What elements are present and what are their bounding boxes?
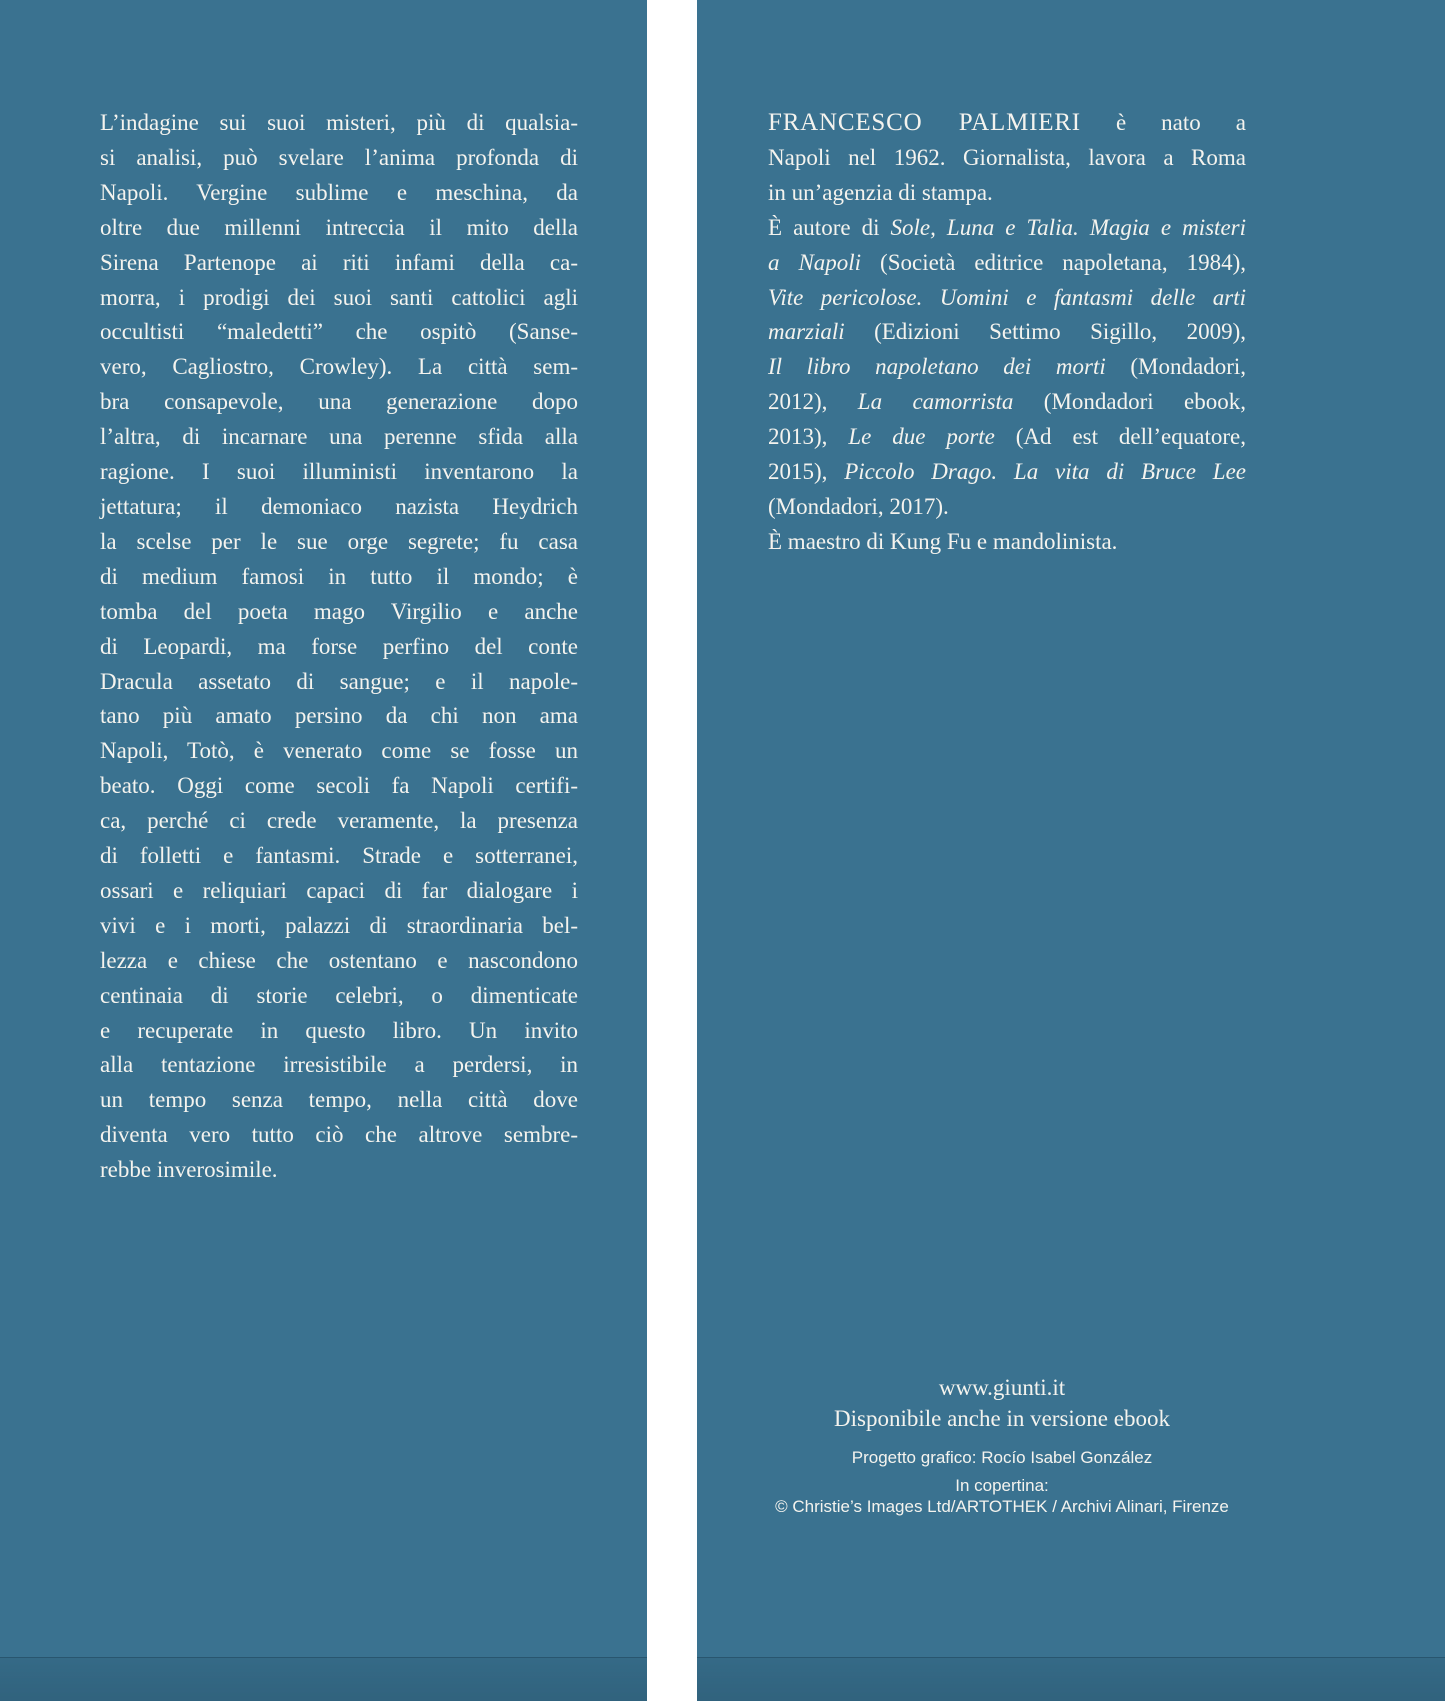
right-fold-shadow — [697, 1657, 1445, 1701]
text-segment: lezza e chiese che ostentano e nascondono — [100, 947, 578, 973]
text-segment: Napoli. Vergine sublime e meschina, da — [100, 179, 578, 205]
bio-line — [768, 525, 1246, 560]
synopsis-line — [100, 1153, 578, 1188]
text-segment: in un’agenzia di stampa. — [768, 179, 993, 205]
text-segment: 2013), — [768, 424, 849, 450]
text-segment: Napoli nel 1962. Giornalista, lavora a Roma — [768, 144, 1246, 170]
synopsis-line — [100, 1048, 578, 1083]
text-segment: (Mondadori, — [1105, 354, 1247, 380]
synopsis-line — [100, 525, 578, 560]
book-title: La camorrista — [857, 389, 1014, 415]
bio-line — [768, 211, 1246, 246]
bio-line — [768, 176, 1246, 211]
text-segment: (Società editrice napoletana, 1984), — [861, 249, 1246, 275]
book-title: Sole, Luna e Talia. Magia e misteri — [890, 214, 1246, 240]
text-segment: occultisti “maledetti” che ospitò (Sanse- — [100, 319, 578, 345]
text-segment: Dracula assetato di sangue; e il napole- — [100, 668, 578, 694]
text-segment: è nato a — [1080, 110, 1246, 135]
text-segment: beato. Oggi come secoli fa Napoli certifi- — [100, 773, 578, 799]
synopsis-line — [100, 979, 578, 1014]
text-segment: È maestro di Kung Fu e mandolinista. — [768, 528, 1118, 554]
book-title: Vite pericolose. Uomini e fantasmi delle arti — [768, 284, 1246, 310]
synopsis-line — [100, 560, 578, 595]
synopsis-line — [100, 1083, 578, 1118]
text-segment: alla tentazione irresistibile a perdersi, in — [100, 1052, 578, 1078]
text-segment: si analisi, può svelare l’anima profonda di — [100, 144, 578, 170]
design-credit: Progetto grafico: Rocío Isabel González — [851, 1448, 1153, 1467]
right-flap — [697, 0, 1445, 1701]
text-segment: vero, Cagliostro, Crowley). La città sem- — [100, 354, 578, 380]
bio-line — [768, 350, 1246, 385]
synopsis-line — [100, 106, 578, 141]
book-title: a Napoli — [768, 249, 862, 275]
text-segment: morra, i prodigi dei suoi santi cattolici agli — [100, 284, 578, 310]
text-segment: (Mondadori ebook, — [1013, 389, 1246, 415]
bio-line — [768, 141, 1246, 176]
left-flap-synopsis — [100, 106, 578, 1188]
text-segment: la scelse per le sue orge segrete; fu casa — [100, 528, 578, 554]
synopsis-line — [100, 839, 578, 874]
bio-line — [768, 455, 1246, 490]
synopsis-line — [100, 699, 578, 734]
text-segment: Napoli, Totò, è venerato come se fosse un — [100, 738, 578, 764]
text-segment: tomba del poeta mago Virgilio e anche — [100, 598, 578, 624]
synopsis-line — [100, 769, 578, 804]
synopsis-line — [100, 315, 578, 350]
synopsis-line — [100, 141, 578, 176]
book-title: Le due porte — [848, 424, 995, 450]
text-segment: (Mondadori, 2017). — [768, 493, 949, 519]
text-segment: un tempo senza tempo, nella città dove — [100, 1087, 578, 1113]
author-bio — [768, 106, 1246, 560]
text-segment: 2015), — [768, 459, 845, 485]
text-segment: vivi e i morti, palazzi di straordinaria bel- — [100, 912, 578, 938]
text-segment: di folletti e fantasmi. Strade e sotterranei, — [100, 843, 578, 869]
ebook-availability-note: Disponibile anche in versione ebook — [834, 1406, 1170, 1431]
text-segment: Sirena Partenope ai riti infami della ca- — [100, 249, 578, 275]
synopsis-line — [100, 944, 578, 979]
text-segment: di medium famosi in tutto il mondo; è — [100, 563, 578, 589]
book-title: Il libro napoletano dei morti — [768, 354, 1106, 380]
text-segment: tano più amato persino da chi non ama — [100, 703, 578, 729]
book-title: marziali — [768, 319, 845, 345]
text-segment: È autore di — [768, 214, 891, 240]
synopsis-line — [100, 420, 578, 455]
synopsis-line — [100, 734, 578, 769]
text-segment: 2012), — [768, 389, 858, 415]
synopsis-line — [100, 909, 578, 944]
cover-credit-label: In copertina: — [955, 1476, 1049, 1495]
bio-line — [768, 281, 1246, 316]
left-flap — [0, 0, 647, 1701]
cover-credit: © Christie’s Images Ltd/ARTOTHEK / Archivi Alinari, Firenze — [775, 1497, 1229, 1516]
synopsis-line — [100, 246, 578, 281]
bio-line — [768, 490, 1246, 525]
bio-line — [768, 420, 1246, 455]
synopsis-line — [100, 595, 578, 630]
synopsis-line — [100, 874, 578, 909]
text-segment: jettatura; il demoniaco nazista Heydrich — [100, 493, 578, 519]
synopsis-line — [100, 211, 578, 246]
book-title: Piccolo Drago. La vita di Bruce Lee — [844, 459, 1246, 485]
bio-line — [768, 106, 1246, 141]
text-segment: di Leopardi, ma forse perfino del conte — [100, 633, 578, 659]
text-segment: e recuperate in questo libro. Un invito — [100, 1017, 578, 1043]
synopsis-line — [100, 630, 578, 665]
synopsis-line — [100, 1118, 578, 1153]
text-segment: rebbe inverosimile. — [100, 1157, 278, 1183]
synopsis-line — [100, 665, 578, 700]
text-segment: (Ad est dell’equatore, — [994, 424, 1246, 450]
author-name: FRANCESCO PALMIERI — [768, 109, 1081, 136]
text-segment: ragione. I suoi illuministi inventarono la — [100, 459, 578, 485]
synopsis-line — [100, 490, 578, 525]
synopsis-line — [100, 1014, 578, 1049]
bio-line — [768, 385, 1246, 420]
text-segment: L’indagine sui suoi misteri, più di qualsia- — [100, 110, 578, 135]
synopsis-line — [100, 455, 578, 490]
synopsis-line — [100, 350, 578, 385]
right-flap-footer — [697, 1372, 1307, 1517]
text-segment: centinaia di storie celebri, o dimenticate — [100, 982, 578, 1008]
left-fold-shadow — [0, 1657, 647, 1701]
text-segment: l’altra, di incarnare una perenne sfida alla — [100, 424, 578, 450]
text-segment: bra consapevole, una generazione dopo — [100, 389, 578, 415]
text-segment: ca, perché ci crede veramente, la presenza — [100, 808, 578, 834]
synopsis-line — [100, 281, 578, 316]
publisher-website: www.giunti.it — [938, 1375, 1066, 1400]
text-segment: ossari e reliquiari capaci di far dialogare i — [100, 877, 578, 903]
synopsis-line — [100, 804, 578, 839]
text-segment: (Edizioni Settimo Sigillo, 2009), — [844, 319, 1246, 345]
bio-line — [768, 246, 1246, 281]
synopsis-line — [100, 385, 578, 420]
bio-line — [768, 315, 1246, 350]
synopsis-line — [100, 176, 578, 211]
text-segment: oltre due millenni intreccia il mito della — [100, 214, 578, 240]
text-segment: diventa vero tutto ciò che altrove sembre- — [100, 1122, 578, 1148]
